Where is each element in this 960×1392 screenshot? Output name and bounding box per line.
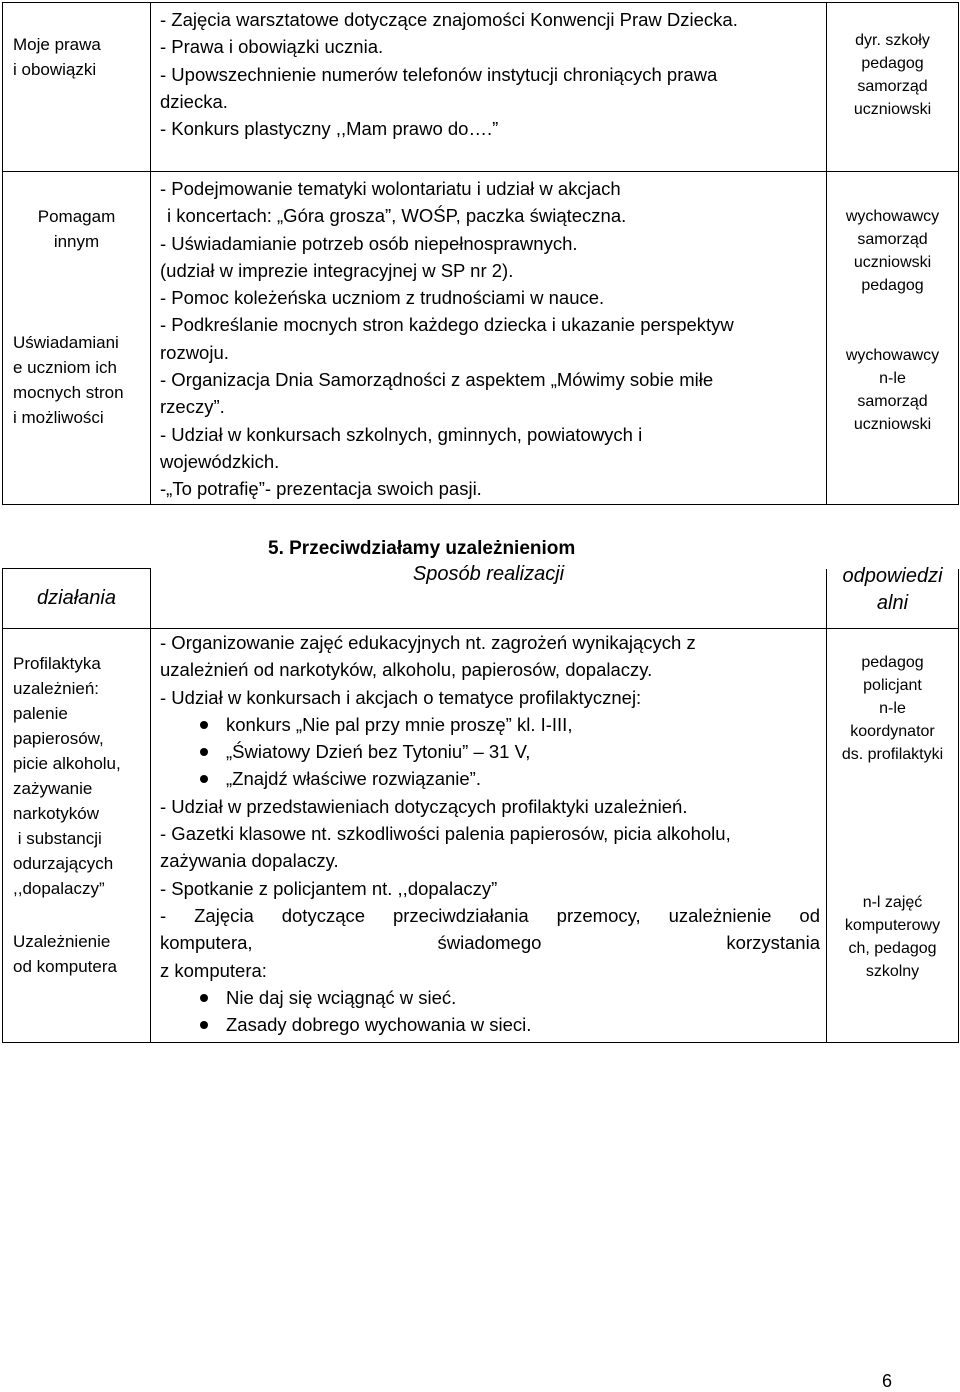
header-method: Sposób realizacji [151,569,827,629]
activity-cell: Moje prawa i obowiązki [3,3,151,172]
page-number: 6 [882,1371,893,1391]
description-cell: - Zajęcia warsztatowe dotyczące znajomości Konwencji Praw Dziecka. - Prawa i obowiązki ucznia. - Upowszechnienie numerów telefonów instytucji chroniących prawa dziecka. - Konkurs plastyczny ,,Mam prawo do….” [151,3,827,172]
list-item: „Światowy Dzień bez Tytoniu” – 31 V, [160,738,820,765]
table-section-5 [2,562,959,1043]
description-cell: - Podejmowanie tematyki wolontariatu i udział w akcjach i koncertach: „Góra grosza”, WOŚP, paczka świąteczna. - Uświadamianie potrzeb osób niepełnosprawnych. (udział w imprezie integracyjnej w SP nr 2). - Pomoc koleżeńska uczniom z trudnościami w nauce. - Podkreślanie mocnych stron każdego dziecka i ukazanie perspektyw rozwoju. - Organizacja Dnia Samorządności z aspektem „Mówimy sobie miłe rzeczy”. - Udział w konkursach szkolnych, gminnych, powiatowych i wojewódzkich. -„To potrafię”- prezentacja swoich pasji. [151,172,827,505]
activity-cell: Pomagam innym Uświadamiani e uczniom ich mocnych stron i możliwości [3,172,151,505]
responsible-cell: wychowawcy samorząd uczniowski pedagog wychowawcy n-le samorząd uczniowski [827,172,959,505]
responsible-cell: pedagog policjant n-le koordynator ds. profilaktyki n-l zajęć komputerowy ch, pedagog szkolny [827,629,959,1043]
list-item: Nie daj się wciągnąć w sieć. [160,984,820,1011]
table-row [3,629,959,1043]
table-row [3,172,959,505]
responsible-cell: dyr. szkoły pedagog samorząd uczniowski [827,3,959,172]
header-responsible: odpowiedzi alni [827,569,959,629]
list-item: konkurs „Nie pal przy mnie proszę” kl. I-III, [160,711,820,738]
activity-cell: Profilaktyka uzależnień: palenie papierosów, picie alkoholu, zażywanie narkotyków i substancji odurzających ,,dopalaczy” Uzależnienie od komputera [3,629,151,1043]
section-title: 5. Przeciwdziałamy uzależnieniom [268,538,576,559]
header-activity: działania [3,569,151,629]
list-item: „Znajdź właściwe rozwiązanie”. [160,765,820,792]
table-header-row [3,569,959,629]
table-section-4 [2,2,959,505]
table-row [3,3,959,172]
list-item: Zasady dobrego wychowania w sieci. [160,1011,820,1038]
description-cell: - Organizowanie zajęć edukacyjnych nt. zagrożeń wynikających z uzależnień od narkotyków, alkoholu, papierosów, dopalaczy. - Udział w konkursach i akcjach o tematyce profilaktycznej: konkurs „Nie pal przy mnie proszę” kl. I-III, „Światowy Dzień bez Tytoniu” – 31 V, „Znajdź właściwe rozwiązanie”. - Udział w przedstawieniach dotyczących profilaktyki uzależnień. - Gazetki klasowe nt. szkodliwości palenia papierosów, picia alkoholu, zażywania dopalaczy. - Spotkanie z policjantem nt. ,,dopalaczy” - Zajęcia dotyczące przeciwdziałania przemocy, uzależnienie od komputera, świadomego korzystania z komputera: Nie daj się wciągnąć w sieć. Zasady dobrego wychowania w sieci. [151,629,827,1043]
